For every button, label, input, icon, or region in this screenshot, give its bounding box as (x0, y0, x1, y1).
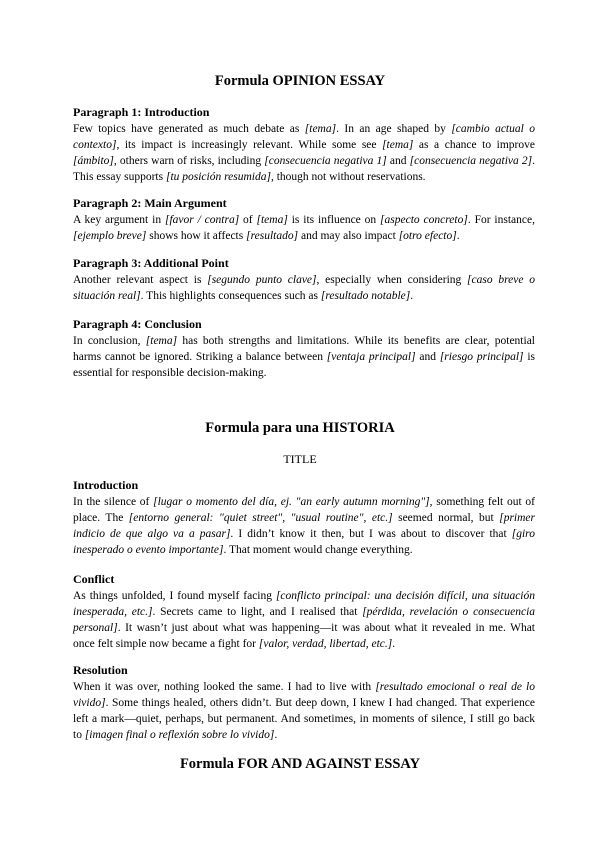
historia-intro-heading: Introduction (73, 478, 139, 492)
placeholder: [resultado notable] (320, 290, 411, 302)
opinion-p4-text: In conclusion, [tema] has both strengths and limitations. While its benefits are clear, potential harms cannot be ignored. Striking a balance between [ventaja principal] and [riesgo principal] is essential for responsible decision-making. (73, 335, 535, 379)
placeholder: [riesgo principal] (439, 351, 524, 363)
opinion-p3-text: Another relevant aspect is [segundo punto clave], especially when considering [caso breve o situación real]. This highlights consequences such as [resultado notable]. (73, 274, 536, 302)
opinion-p2-heading: Paragraph 2: Main Argument (73, 196, 227, 210)
placeholder: [pérdida, revelación o consecuencia personal] (73, 606, 536, 634)
opinion-p1-text: Few topics have generated as much debate as [tema]. In an age shaped by [cambio actual o contexto], its impact is increasingly relevant. While some see [tema] as a chance to improve [ámbito], others warn of risks, including [consecuencia negativa 1] and [consecuencia negativa 2]. This essay supports [tu posición resumida], though not without reservations. (73, 123, 535, 183)
placeholder: [aspecto concreto] (380, 214, 468, 226)
placeholder: [tema] (304, 123, 337, 135)
historia-conflict-text: As things unfolded, I found myself facing [conflicto principal: una decisión difícil, una situación inesperada, etc.]. Secrets came to light, and I realised that [pérdida, revelación o consecuencia personal]. It wasn’t just about what was happening—it was about what it revealed in me. What once felt simple now became a fight for [valor, verdad, libertad, etc.]. (73, 590, 536, 650)
opinion-p4-heading: Paragraph 4: Conclusion (73, 317, 202, 331)
placeholder: [ejemplo breve] (73, 230, 147, 242)
placeholder: [consecuencia negativa 2] (409, 155, 533, 167)
placeholder: [favor / contra] (164, 214, 240, 226)
historia-subtitle: TITLE (283, 452, 317, 466)
placeholder: [consecuencia negativa 1] (264, 155, 387, 167)
placeholder: [tema] (256, 214, 288, 226)
placeholder: [otro efecto] (398, 230, 457, 242)
placeholder: [cambio actual o contexto] (73, 123, 535, 151)
historia-resolution-heading: Resolution (73, 663, 128, 677)
opinion-p1-heading: Paragraph 1: Introduction (73, 105, 210, 119)
opinion-p3-heading: Paragraph 3: Additional Point (73, 256, 229, 270)
historia-title: Formula para una HISTORIA (205, 420, 395, 436)
placeholder: [valor, verdad, libertad, etc.] (258, 638, 393, 650)
placeholder: [lugar o momento del día, ej. "an early autumn morning"] (153, 496, 430, 508)
placeholder: [tema] (145, 335, 178, 347)
placeholder: [segundo punto clave] (207, 274, 317, 286)
historia-resolution-text: When it was over, nothing looked the same. I had to live with [resultado emocional o real de lo vivido]. Some things healed, others didn’t. But deep down, I knew I had changed. That experience left a mark—quiet, perhaps, but permanent. And sometimes, in moments of silence, I still go back to [imagen final o reflexión sobre lo vivido]. (73, 681, 535, 741)
placeholder: [caso breve o situación real] (73, 274, 536, 302)
placeholder: [tema] (382, 139, 414, 151)
opinion-essay-title: Formula OPINION ESSAY (214, 73, 386, 89)
opinion-p2-text: A key argument in [favor / contra] of [tema] is its influence on [aspecto concreto]. For instance, [ejemplo breve] shows how it affects [resultado] and may also impact [otro efecto]. (73, 214, 535, 242)
placeholder: [imagen final o reflexión sobre lo vivido] (84, 729, 275, 741)
placeholder: [primer indicio de que algo va a pasar] (73, 512, 535, 540)
historia-intro-text: In the silence of [lugar o momento del día, ej. "an early autumn morning"], something felt out of place. The [entorno general: "quiet street", "usual routine", etc.] seemed normal, but [primer indicio de que algo va a pasar]. I didn’t know it then, but I was about to discover that [giro inesperado o evento importante]. That moment would change everything. (73, 496, 535, 556)
historia-conflict-heading: Conflict (73, 572, 115, 586)
placeholder: [resultado] (246, 230, 299, 242)
placeholder: [ventaja principal] (326, 351, 416, 363)
placeholder: [giro inesperado o evento importante] (73, 528, 535, 556)
placeholder: [ámbito] (73, 155, 114, 167)
placeholder: [entorno general: "quiet street", "usual routine", etc.] (128, 512, 393, 524)
for-and-against-title: Formula FOR AND AGAINST ESSAY (179, 756, 421, 772)
placeholder: [conflicto principal: una decisión difícil, una situación inesperada, etc.] (73, 590, 535, 618)
placeholder: [tu posición resumida] (165, 171, 271, 183)
placeholder: [resultado emocional o real de lo vivido] (73, 681, 535, 709)
